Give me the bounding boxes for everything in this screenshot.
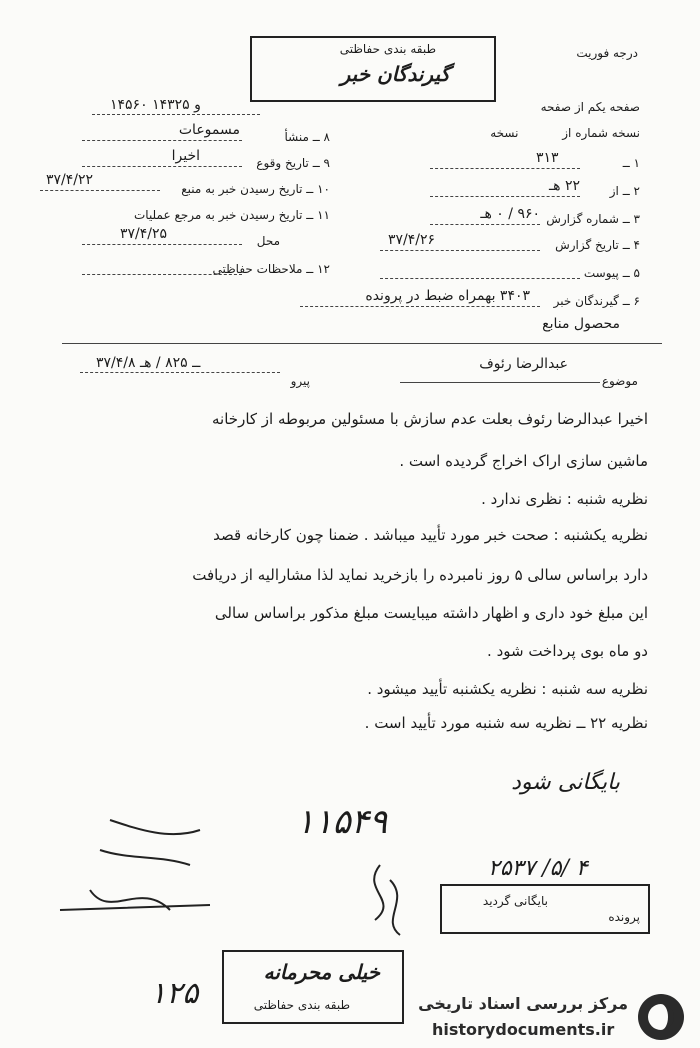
handwritten-note: بایگانی شود (511, 770, 620, 795)
page-label-suffix: صفحه (540, 100, 572, 114)
page-label (541, 100, 640, 114)
field-10-label: ۱۰ ــ تاریخ رسیدن خبر به منبع (181, 182, 330, 196)
field-4-dotline (380, 250, 540, 251)
archived-stamp-prefix: پرونده (608, 910, 640, 924)
watermark-url: historydocuments.ir (432, 1020, 615, 1039)
priority-label: درجه فوریت (576, 46, 638, 60)
handwritten-date: ۲۵۳۷ /۵/ ۴ (488, 856, 588, 881)
field-3-dotline (430, 224, 540, 225)
body-line-7: دو ماه بوی پرداخت شود . (487, 642, 648, 660)
header-divider (62, 343, 662, 344)
field-2-value: ۲۲ هـ (549, 178, 580, 194)
body-line-8: نظریه سه شنبه : نظریه یکشنبه تأیید میشود . (367, 680, 648, 698)
body-line-3: نظریه شنبه : نظری ندارد . (481, 490, 648, 508)
body-line-2: ماشین سازی اراک اخراج گردیده است . (399, 452, 648, 470)
classification-label-top: طبقه بندی حفاظتی (339, 42, 436, 56)
body-line-9: نظریه ۲۲ ــ نظریه سه شنبه مورد تأیید است . (364, 714, 648, 732)
copy-label (490, 126, 640, 140)
body-line-6: این مبلغ خود داری و اظهار داشته میبایست مبلغ مذکور براساس سالی (214, 604, 648, 622)
field-6-label: ۶ ــ گیرندگان خبر (553, 294, 640, 308)
field-9-dotline (82, 166, 242, 167)
field-4-value: ۳۷/۴/۲۶ (388, 232, 436, 248)
field-8-label: ۸ ــ منشأ (284, 130, 330, 144)
field-6-sources: محصول منابع (542, 316, 620, 332)
subject-ref-suffix: پیرو (290, 374, 310, 388)
subject-ref-dotline (80, 372, 280, 373)
field-4-label: ۴ ــ تاریخ گزارش (555, 238, 640, 252)
copy-label-suffix: از (562, 126, 572, 140)
field-11-place-label: محل (256, 234, 280, 248)
field-10-value: ۳۷/۴/۲۲ (46, 172, 94, 188)
classification-label-bottom: طبقه بندی حفاظتی (253, 998, 350, 1012)
subject-label: موضوع (601, 374, 638, 388)
stamp-bottom-word: خیلی محرمانه (263, 960, 380, 984)
field-1-value: ۳۱۳ (536, 150, 559, 166)
body-line-5: دارد براساس سالی ۵ روز نامبرده را بازخرید نماید لذا مشارالیه از دریافت (192, 566, 648, 584)
page-number: ۱۲۵ (150, 976, 199, 1011)
stamp-handwriting: گیرندگان خبر (340, 62, 450, 86)
classification-stamp-top (250, 36, 496, 102)
field-2-label: ۲ ــ از (609, 184, 640, 198)
subject-ref: ۳۷/۴/۸ ــ ۸۲۵ / هـ (96, 355, 201, 371)
field-12-dotline (82, 274, 242, 275)
field-5-label: ۵ ــ پیوست (583, 266, 640, 280)
copy-label-tail: نسخه (490, 126, 519, 140)
archived-stamp (440, 884, 650, 934)
body-line-1: اخیرا عبدالرضا رئوف بعلت عدم سازش با مسئولین مربوطه از کارخانه (212, 410, 648, 428)
field-3-label: ۳ ــ شماره گزارش (546, 212, 640, 226)
field-9-value: اخیرا (171, 148, 200, 164)
field-1-dotline (430, 168, 580, 169)
field-1-label: ۱ ــ (622, 156, 640, 170)
reference-numbers: ۱۴۵۶۰ و ۱۴۳۲۵ (110, 97, 201, 113)
signature-left (50, 810, 220, 930)
field-12-label: ۱۲ ــ ملاحظات حفاظتی (212, 262, 330, 276)
subject-value: عبدالرضا رئوف (479, 356, 568, 372)
field-5-dotline (380, 278, 580, 279)
body-line-4: نظریه یکشنبه : صحت خبر مورد تأیید میباشد . ضمنا چون کارخانه قصد (213, 526, 648, 544)
classification-stamp-bottom (222, 950, 404, 1024)
archived-stamp-text: بایگانی گردید (482, 894, 548, 908)
field-11-value: ۳۷/۴/۲۵ (120, 226, 168, 242)
watermark-title: مرکز بررسی اسناد تاریخی (418, 994, 628, 1013)
subject-underline (400, 382, 600, 383)
field-9-label: ۹ ــ تاریخ وقوع (256, 156, 330, 170)
field-3-value: ۹۶۰ / ۰ هـ (480, 206, 540, 222)
field-11-label: ۱۱ ــ تاریخ رسیدن خبر به مرجع عملیات (133, 208, 330, 222)
field-8-value: مسموعات (178, 122, 240, 138)
field-10-dotline (40, 190, 160, 191)
field-8-dotline (82, 140, 242, 141)
signature-center (350, 860, 420, 940)
handwritten-number: ۱۱۵۴۹ (296, 802, 388, 842)
ref-dotline (92, 114, 260, 115)
field-2-dotline (430, 196, 580, 197)
field-6-dotline (300, 306, 540, 307)
field-11-dotline (82, 244, 242, 245)
copy-label-text: نسخه شماره (575, 126, 640, 140)
page-label-text: صفحه یکم از (574, 100, 640, 114)
field-6-value: ۳۴۰۳ بهمراه ضبط در پرونده (365, 288, 530, 304)
watermark-logo-icon (638, 994, 684, 1040)
